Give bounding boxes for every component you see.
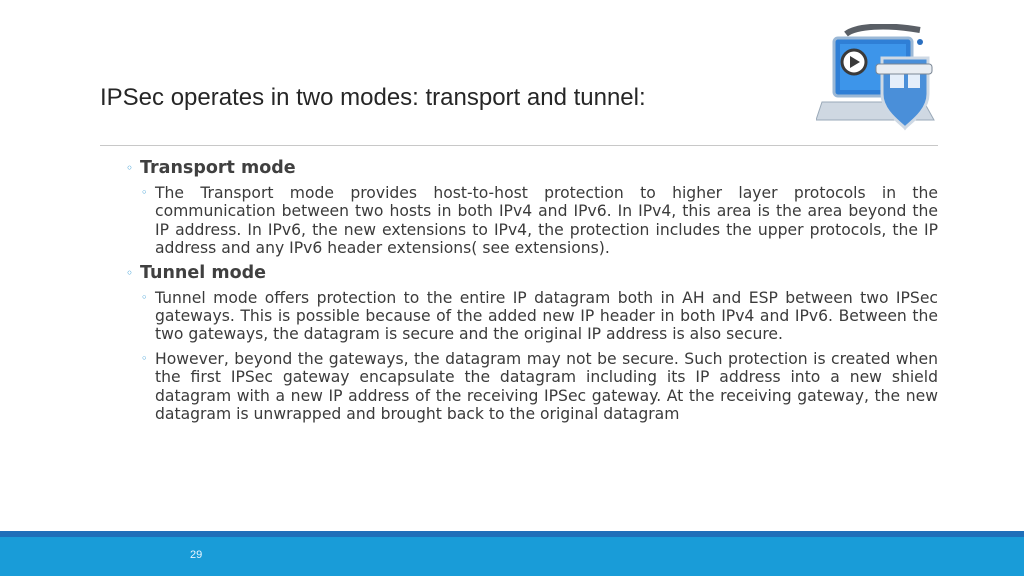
section-heading-tunnel: ◦ Tunnel mode bbox=[126, 262, 267, 283]
security-shield-laptop-icon bbox=[816, 24, 940, 132]
ring-bullet-icon: ◦ bbox=[126, 161, 134, 175]
list-item: ◦ Tunnel mode offers protection to the entire IP datagram both in AH and ESP between two IPSec gateways. This is possible because of the added new IP header in both IPv4 and IPv6. Between the two gateways, the datagram is secure and the original IP address is also secure. bbox=[141, 288, 938, 344]
page-number: 29 bbox=[190, 549, 203, 561]
title-divider bbox=[100, 145, 938, 146]
list-item: ◦ The Transport mode provides host-to-host protection to higher layer protocols in the communication between two hosts in both IPv4 and IPv6. In IPv4, this area is the area beyond the IP address. In IPv6, the new extensions to IPv4, the protection includes the upper protocols, the IP address and any IPv6 header extensions( see extensions). bbox=[141, 184, 938, 258]
section-heading-transport: ◦ Transport mode bbox=[126, 158, 296, 178]
ring-bullet-icon: ◦ bbox=[141, 290, 148, 304]
footer-bar bbox=[0, 537, 1024, 576]
ring-bullet-icon: ◦ bbox=[141, 351, 148, 365]
ring-bullet-icon: ◦ bbox=[126, 265, 134, 280]
slide-title: IPSec operates in two modes: transport and tunnel: bbox=[100, 84, 646, 111]
slide-content bbox=[124, 156, 938, 423]
ring-bullet-icon: ◦ bbox=[141, 186, 148, 199]
list-item: ◦ However, beyond the gateways, the datagram may not be secure. Such protection is created when the first IPSec gateway encapsulate the datagram including its IP address into a new shield datagram with a new IP address of the receiving IPSec gateway. At the receiving gateway, the new datagram is unwrapped and brought back to the original datagram bbox=[141, 349, 938, 424]
